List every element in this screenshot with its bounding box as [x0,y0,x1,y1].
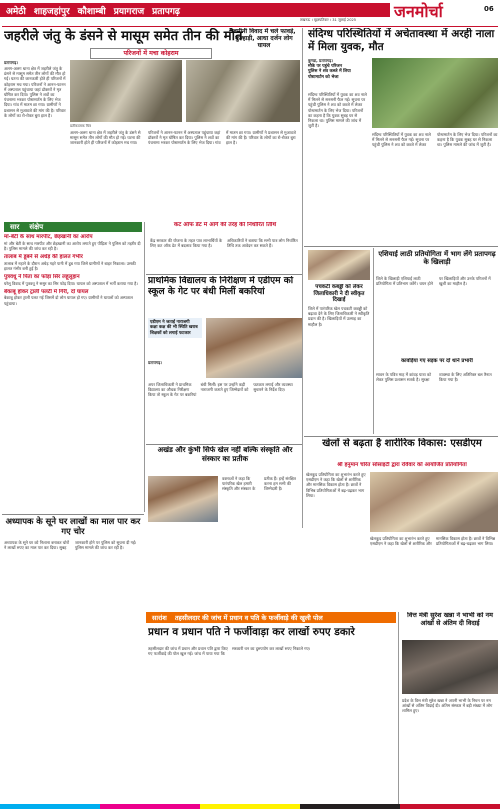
school-bullets [148,318,202,338]
brief-body: बेकाबू होकर ट्राली पलट गई जिसमें दो लोग घायल हो गए। ग्रामीणों ने घायलों को अस्पताल पहुंचाया। [4,295,133,306]
bullet-item: शिक्षकों को लगाई फटकार [150,330,191,336]
river-bullets [308,64,368,80]
footer-register-bar [0,804,500,809]
body-finance: प्रदेश के वित्त मंत्री सुरेश खन्ना ने अपनी भाभी के निधन पर नम आंखों से अंतिम विदाई दी। अंतिम संस्कार में बड़ी संख्या में लोग शामिल हुए। [402,698,493,714]
tehsil-band [146,612,396,623]
body-snake: अलग-अलग थाना क्षेत्र में जहरीले जंतु के डंसने से मासूम समेत तीन लोगों की मौत हो गई। घटना की जानकारी होते ही परिजनों में कोहराम मच गया। परिजनों ने आनन-फानन में अस्पताल पहुंचाया जहां डॉक्टरों ने मृत घोषित कर दिया। पुलिस ने शवों का पंचनामा भरकर पोस्टमार्टम के लिए भेज दिया। गांव में मातम छा गया। ग्रामीणों ने प्रशासन से मुआवजे की मांग की है। परिवार के लोगों का रो-रोकर बुरा हाल है। [4,66,66,118]
body-akhand: वक्ताओं ने कहा कि पारंपरिक खेल हमारी संस्कृति और संस्कार के प्रतीक हैं। इन्हें संरक्षित करना हम सभी की जिम्मेदारी है। [222,476,296,492]
brief-headline: तालाब में डूबने से अधेड़ की हालत गंभीर [4,254,83,260]
body-lathi: जिले के खिलाड़ी एशियाई लाठी प्रतियोगिता में प्रतिभाग करेंगे। चयन होने पर खिलाड़ियों और उनके परिजनों में खुशी का माहौल है। [376,276,491,287]
subhead-snake: परिजनों में मचा कोहराम [90,48,212,59]
headline-land-right: जमीनी विवाद में चले फावड़े, कुल्हाड़ी, आधा दर्जन लोग घायल [232,28,296,49]
river-photo [372,58,498,128]
city-label: अमेठी [6,6,26,17]
city-label: प्रतापगढ़ [152,6,181,17]
body-school: अपर जिलाधिकारी ने प्राथमिक विद्यालय का औचक निरीक्षण किया तो स्कूल के गेट पर बकरियां बंधी मिलीं। इस पर उन्होंने कड़ी नाराजगी जताते हुए जिम्मेदारों को फटकार लगाई और व्यवस्था सुधारने के निर्देश दिए। [148,382,293,398]
snake-photo-2 [186,60,300,122]
headline-school: प्राथमिक विद्यालय के निरीक्षण में एडीएम को स्कूल के गेट पर बंधी मिलीं बकरियां [148,276,294,297]
dateline-river: कुण्डा, प्रतापगढ़। [308,58,333,63]
body-sports-cont: खेलकूद प्रतियोगिता का शुभारंभ करते हुए एसडीएम ने कहा कि खेलों से शारीरिक और मानसिक विकास होता है। छात्रों ने विभिन्न प्रतियोगिताओं में बढ़-चढ़कर भाग लिया। [370,536,495,547]
headline-shiksha: अध्यापक के सूने घर लाखों का माल पार कर गए चोर [5,516,141,537]
sports-photo [370,472,498,532]
body-shiksha: अध्यापक के सूने घर को निशाना बनाकर चोरों ने लाखों रुपए का माल पार कर दिया। सुबह जानकारी होने पर पुलिस को सूचना दी गई। पुलिस मामले की जांच कर रही है। [4,540,137,551]
brief-body: घरेलू विवाद में पुत्रवधू ने ससुर का सिर फोड़ दिया। घायल को अस्पताल में भर्ती कराया गया है। [4,280,138,286]
bullet-item: एडीएम ने जताई नाराजगी [150,320,190,325]
brief-label-2: संक्षेप [29,222,44,231]
kabaddi-photo [308,250,370,280]
masthead [0,0,500,24]
body-mid-right: सावन के पवित्र माह में कांवड़ यात्रा को लेकर पुलिस प्रशासन सतर्क है। सुरक्षा व्यवस्था के लिए अतिरिक्त बल तैनात किया गया है। [376,372,492,383]
headline-pradhan: प्रधान व प्रधान पति ने फर्जीवाड़ा कर लाखों रुपए डकारे [148,626,355,638]
subhead-sports: श्री हनुमान चरित सोसाइटी द्वारा रविवार को आयोजित प्रतियोगिता [337,462,467,468]
bullet-item: पोस्टमार्टम को भेजा [308,74,339,80]
city-label: कौशाम्बी [77,6,106,17]
briefs-column [4,234,142,394]
headline-finance: वित्त मंत्री सुरेश खन्ना ने भाभी को नम आंखों से अंतिम दी विदाई [407,612,493,627]
brief-label: सार [10,222,20,231]
headline-sports: खेलों से बढ़ता है शारीरिक विकास: एसडीएम [322,438,482,449]
body-covid: केंद्र सरकार की योजना के तहत पात्र लाभार्थियों के लिए कट ऑफ डेट में बदलाव किया गया है। अधिकारियों ने बताया कि सभी पात्र लोग निर्धारित तिथि तक आवेदन कर सकते हैं। [150,238,298,249]
headline-lathi: एशियाई लाठी प्रतियोगिता में भाग लेंगे प्रतापगढ़ के खिलाड़ी [378,250,496,267]
bullet-item: कक्षा कक्ष की भी स्थिति खराब [150,325,198,331]
body-pradhan: तहसीलदार की जांच में प्रधान और प्रधान पति द्वारा किए गए फर्जीवाड़े की पोल खुल गई। जांच में पाया गया कि सरकारी धन का दुरुपयोग कर लाखों रुपए निकाले गए। [148,646,311,657]
city-label: शाहजहांपुर [33,6,70,17]
brief-headline: बेकाबू होकर ट्राली पलटी में गिरी, दो घायल [4,288,89,295]
city-label: प्रयागराज [113,6,145,17]
dateline: लखनऊ । बृहस्पतिवार । 31 जुलाई 2025 [300,18,357,22]
akhand-photo [148,476,218,522]
page-number: 06 [484,5,494,13]
masthead-city-bar [0,3,390,17]
headline-covid: कट ऑफ डेट में आगे की तरह की निर्धारित तिथि [173,222,277,228]
brief-body: मां और बेटी के साथ मारपीट और छेड़खानी का आरोप लगाते हुए पीड़िता ने पुलिस को तहरीर दी है। पुलिस मामले की जांच कर रही है। [4,240,141,251]
headline-mid-right: कावड़िया गए सड़क पर दो थाने प्रभारी [401,358,473,364]
body-snake-cont: अलग-अलग थाना क्षेत्र में जहरीले जंतु के डंसने से मासूम समेत तीन लोगों की मौत हो गई। घटना की जानकारी होते ही परिजनों में कोहराम मच गया। परिजनों ने आनन-फानन में अस्पताल पहुंचाया जहां डॉक्टरों ने मृत घोषित कर दिया। पुलिस ने शवों का पंचनामा भरकर पोस्टमार्टम के लिए भेज दिया। गांव में मातम छा गया। ग्रामीणों ने प्रशासन से मुआवजे की मांग की है। परिवार के लोगों का रो-रोकर बुरा हाल है। [70,130,296,146]
finance-photo [402,640,498,694]
headline-kabaddi: पचकटी कबड्डी को लेकर जिलाधिकारी ने दी स्वीकृत दिखाई [313,284,365,304]
brief-band [4,222,142,232]
bullet-item: पुलिस ने शव कब्जे में लिया [308,69,351,75]
snake-photo [70,60,182,122]
tehsil-label: सारांश [152,614,167,622]
caption-snake: प्रतीकात्मक चित्र [70,124,91,128]
brief-headline: मां-बेटी के साथ मारपीट, छेड़खानी का आरोप [4,234,93,240]
headline-river: संदिग्ध परिस्थितियों में अचेतावस्था में अरही नाला में मिला युवक, मौत [308,28,495,53]
body-kabaddi: जिले में पारंपरिक खेल पचकटी कबड्डी को बढ़ावा देने के लिए जिलाधिकारी ने स्वीकृति प्रदान की है। खिलाड़ियों में उत्साह का माहौल है। [308,306,370,327]
body-river-cont: संदिग्ध परिस्थितियों में युवक का शव नाले में मिलने से सनसनी फैल गई। सूचना पर पहुंची पुलिस ने शव को कब्जे में लेकर पोस्टमार्टम के लिए भेज दिया। परिजनों का कहना है कि युवक सुबह घर से निकला था। पुलिस मामले की जांच में जुटी है। [372,132,498,148]
body-sports: खेलकूद प्रतियोगिता का शुभारंभ करते हुए एसडीएम ने कहा कि खेलों से शारीरिक और मानसिक विकास होता है। छात्रों ने विभिन्न प्रतियोगिताओं में बढ़-चढ़कर भाग लिया। [306,472,366,498]
headline-snake: जहरीले जंतु के डंसने से मासूम समेत तीन की मौत [4,29,243,44]
school-photo [206,318,302,378]
body-river: संदिग्ध परिस्थितियों में युवक का शव नाले में मिलने से सनसनी फैल गई। सूचना पर पहुंची पुलिस ने शव को कब्जे में लेकर पोस्टमार्टम के लिए भेज दिया। परिजनों का कहना है कि युवक सुबह घर से निकला था। पुलिस मामले की जांच में जुटी है। [308,92,367,129]
tehsil-headline: तहसीलदार की जांच में प्रधान व पति के फर्जीवाड़े की खुली पोल [174,614,323,622]
brief-body: तालाब में नहाने के दौरान अधेड़ गहरे पानी में डूब गया जिसे ग्रामीणों ने बाहर निकाला। उसकी हालत गंभीर बनी हुई है। [4,260,136,271]
bullet-item: मौके पर पहुंचे परिजन [308,64,343,69]
dateline-snake: प्रतापगढ़। [4,60,18,65]
masthead-rule [2,26,498,27]
dateline-school: प्रतापगढ़। [148,360,162,365]
newspaper-logo: जनमोर्चा [394,2,443,21]
brief-headline: पुत्रवधू ने पिता का फोड़ा सिर लहूलुहान [4,274,80,280]
headline-akhand: अखंड और कुंभी सिर्फ खेल नहीं बल्कि संस्कृति और संस्कार का प्रतीक [157,446,293,463]
